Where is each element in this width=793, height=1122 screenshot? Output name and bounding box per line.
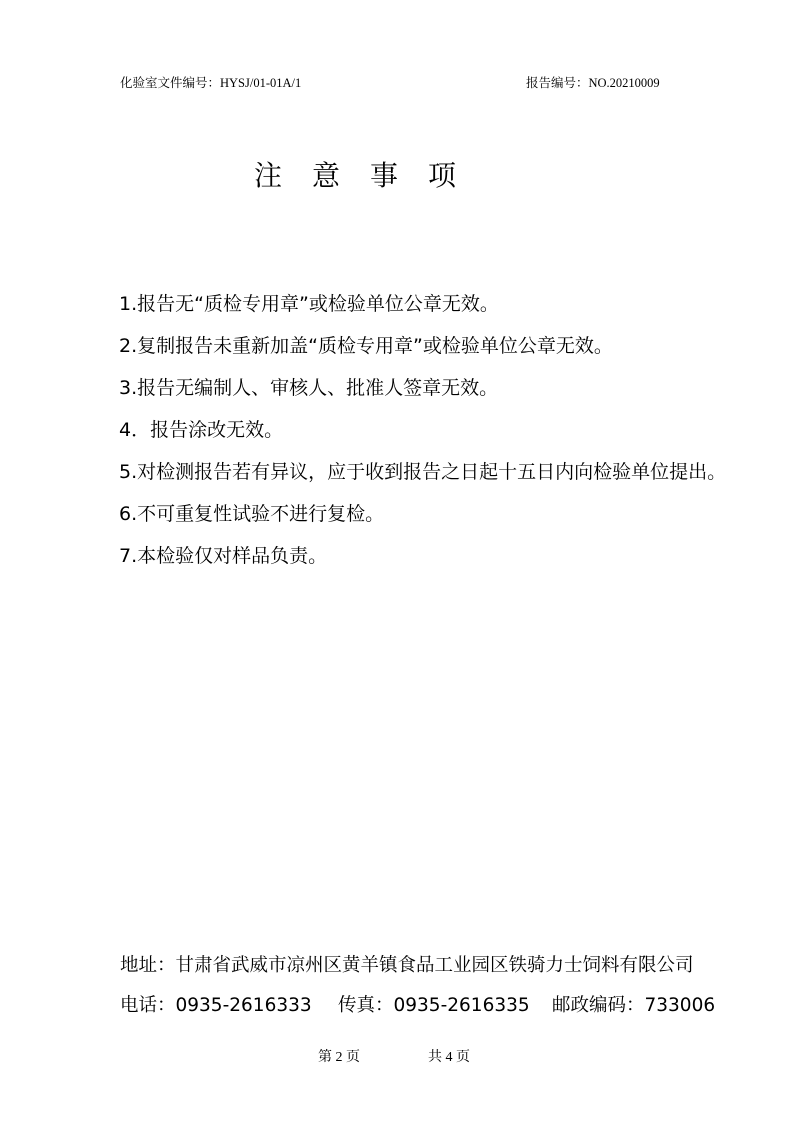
notice-item: 6.不可重复性试验不进行复检。 xyxy=(119,503,385,525)
postal-code: 邮政编码：733006 xyxy=(552,995,716,1016)
total-pages: 共 4 页 xyxy=(428,1050,470,1065)
notice-item: 2.复制报告未重新加盖“质检专用章”或检验单位公章无效。 xyxy=(119,335,613,357)
notice-item: 7.本检验仅对样品负责。 xyxy=(119,545,328,567)
lab-file-number: 化验室文件编号：HYSJ/01-01A/1 xyxy=(120,76,302,90)
page-title: 注意事项 xyxy=(253,159,486,192)
current-page: 第 2 页 xyxy=(318,1050,360,1065)
telephone-number: 电话：0935-2616333 xyxy=(120,995,312,1016)
report-number: 报告编号：NO.20210009 xyxy=(526,76,660,90)
notice-item: 3.报告无编制人、审核人、批准人签章无效。 xyxy=(119,377,499,399)
document-header xyxy=(120,74,680,92)
fax-number: 传真：0935-2616335 xyxy=(338,995,530,1016)
notice-item: 5.对检测报告若有异议，应于收到报告之日起十五日内向检验单位提出。 xyxy=(119,461,727,483)
notice-item: 1.报告无“质检专用章”或检验单位公章无效。 xyxy=(119,293,499,315)
notice-item: 4．报告涂改无效。 xyxy=(119,419,284,441)
notice-list xyxy=(119,283,764,577)
page-number xyxy=(318,1048,518,1068)
company-address: 地址：甘肃省武威市凉州区黄羊镇食品工业园区铁骑力士饲料有限公司 xyxy=(120,955,694,976)
contact-info xyxy=(120,990,760,1022)
